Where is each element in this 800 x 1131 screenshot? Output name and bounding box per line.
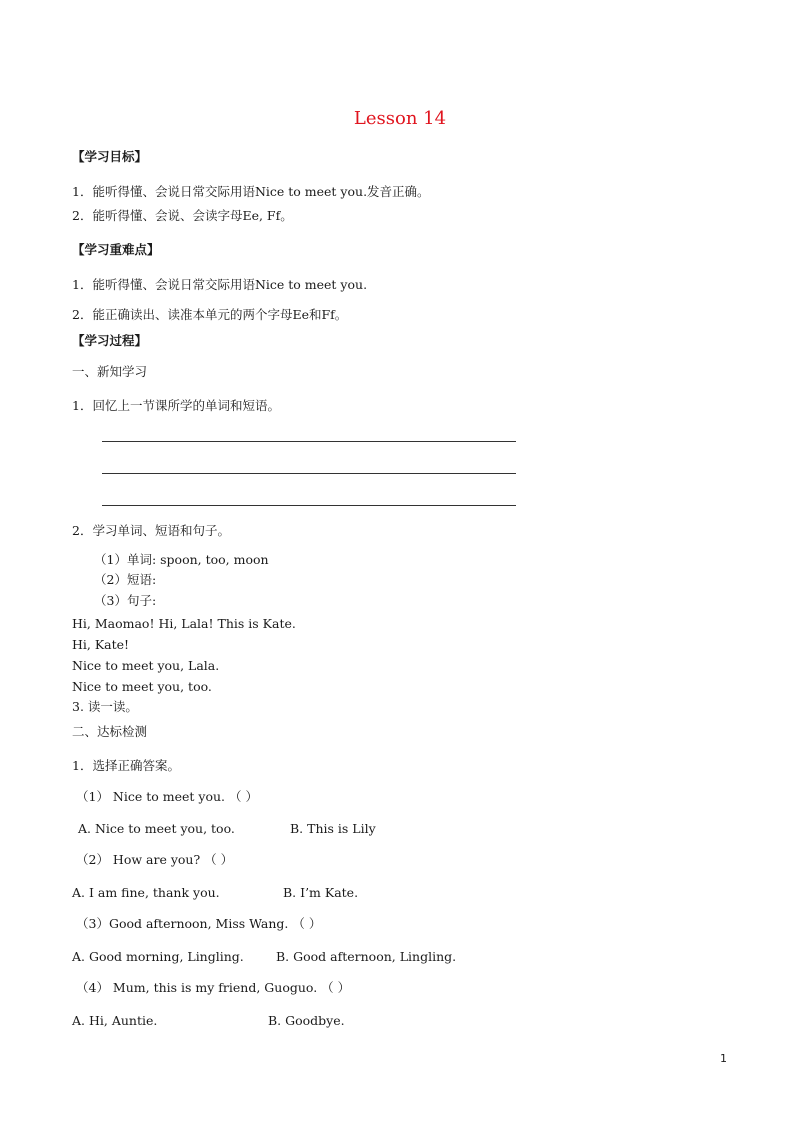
option-a: A. Hi, Auntie. [72, 1013, 158, 1028]
option-b: B. This is Lily [290, 821, 376, 836]
option-b: B. I’m Kate. [283, 885, 359, 900]
keypoints-heading: 【学习重难点】 [72, 242, 160, 257]
page-title: Lesson 14 [353, 108, 447, 129]
keypoint-item: 2．能正确读出、读准本单元的两个字母Ee和Ff。 [72, 307, 348, 322]
option-b: B. Good afternoon, Lingling. [276, 949, 457, 964]
option-a: A. I am fine, thank you. [72, 885, 220, 900]
sub-item-words: （1）单词: spoon, too, moon [94, 552, 269, 567]
option-a: A. Nice to meet you, too. [78, 821, 235, 836]
part1-item-read: 3. 读一读。 [72, 699, 138, 714]
sub-item-phrases: （2）短语: [94, 572, 157, 587]
part1-item-learn: 2．学习单词、短语和句子。 [72, 523, 230, 538]
answer-line [102, 473, 516, 474]
objectives-heading: 【学习目标】 [72, 149, 148, 164]
dialogue-line: Nice to meet you, Lala. [72, 658, 220, 673]
page-number: 1 [720, 1052, 727, 1065]
answer-line [102, 505, 516, 506]
process-heading: 【学习过程】 [72, 333, 148, 348]
question: （4） Mum, this is my friend, Guoguo. （ ） [76, 980, 351, 995]
question: （2） How are you? （ ） [76, 852, 234, 867]
part2-heading: 二、达标检测 [72, 724, 148, 739]
dialogue-line: Nice to meet you, too. [72, 679, 212, 694]
dialogue-line: Hi, Maomao! Hi, Lala! This is Kate. [72, 616, 296, 631]
objective-item: 2．能听得懂、会说、会读字母Ee, Ff。 [72, 208, 293, 223]
sub-item-sentences: （3）句子: [94, 593, 157, 608]
part1-heading: 一、新知学习 [72, 364, 148, 379]
option-b: B. Goodbye. [268, 1013, 345, 1028]
question: （3）Good afternoon, Miss Wang. （ ） [76, 916, 322, 931]
option-a: A. Good morning, Lingling. [72, 949, 244, 964]
question: （1） Nice to meet you. （ ） [76, 789, 258, 804]
answer-line [102, 441, 516, 442]
objective-item: 1．能听得懂、会说日常交际用语Nice to meet you.发音正确。 [72, 184, 430, 199]
dialogue-line: Hi, Kate! [72, 637, 130, 652]
part2-item-choose: 1．选择正确答案。 [72, 758, 180, 773]
keypoint-item: 1．能听得懂、会说日常交际用语Nice to meet you. [72, 277, 368, 292]
part1-item-review: 1．回忆上一节课所学的单词和短语。 [72, 398, 280, 413]
